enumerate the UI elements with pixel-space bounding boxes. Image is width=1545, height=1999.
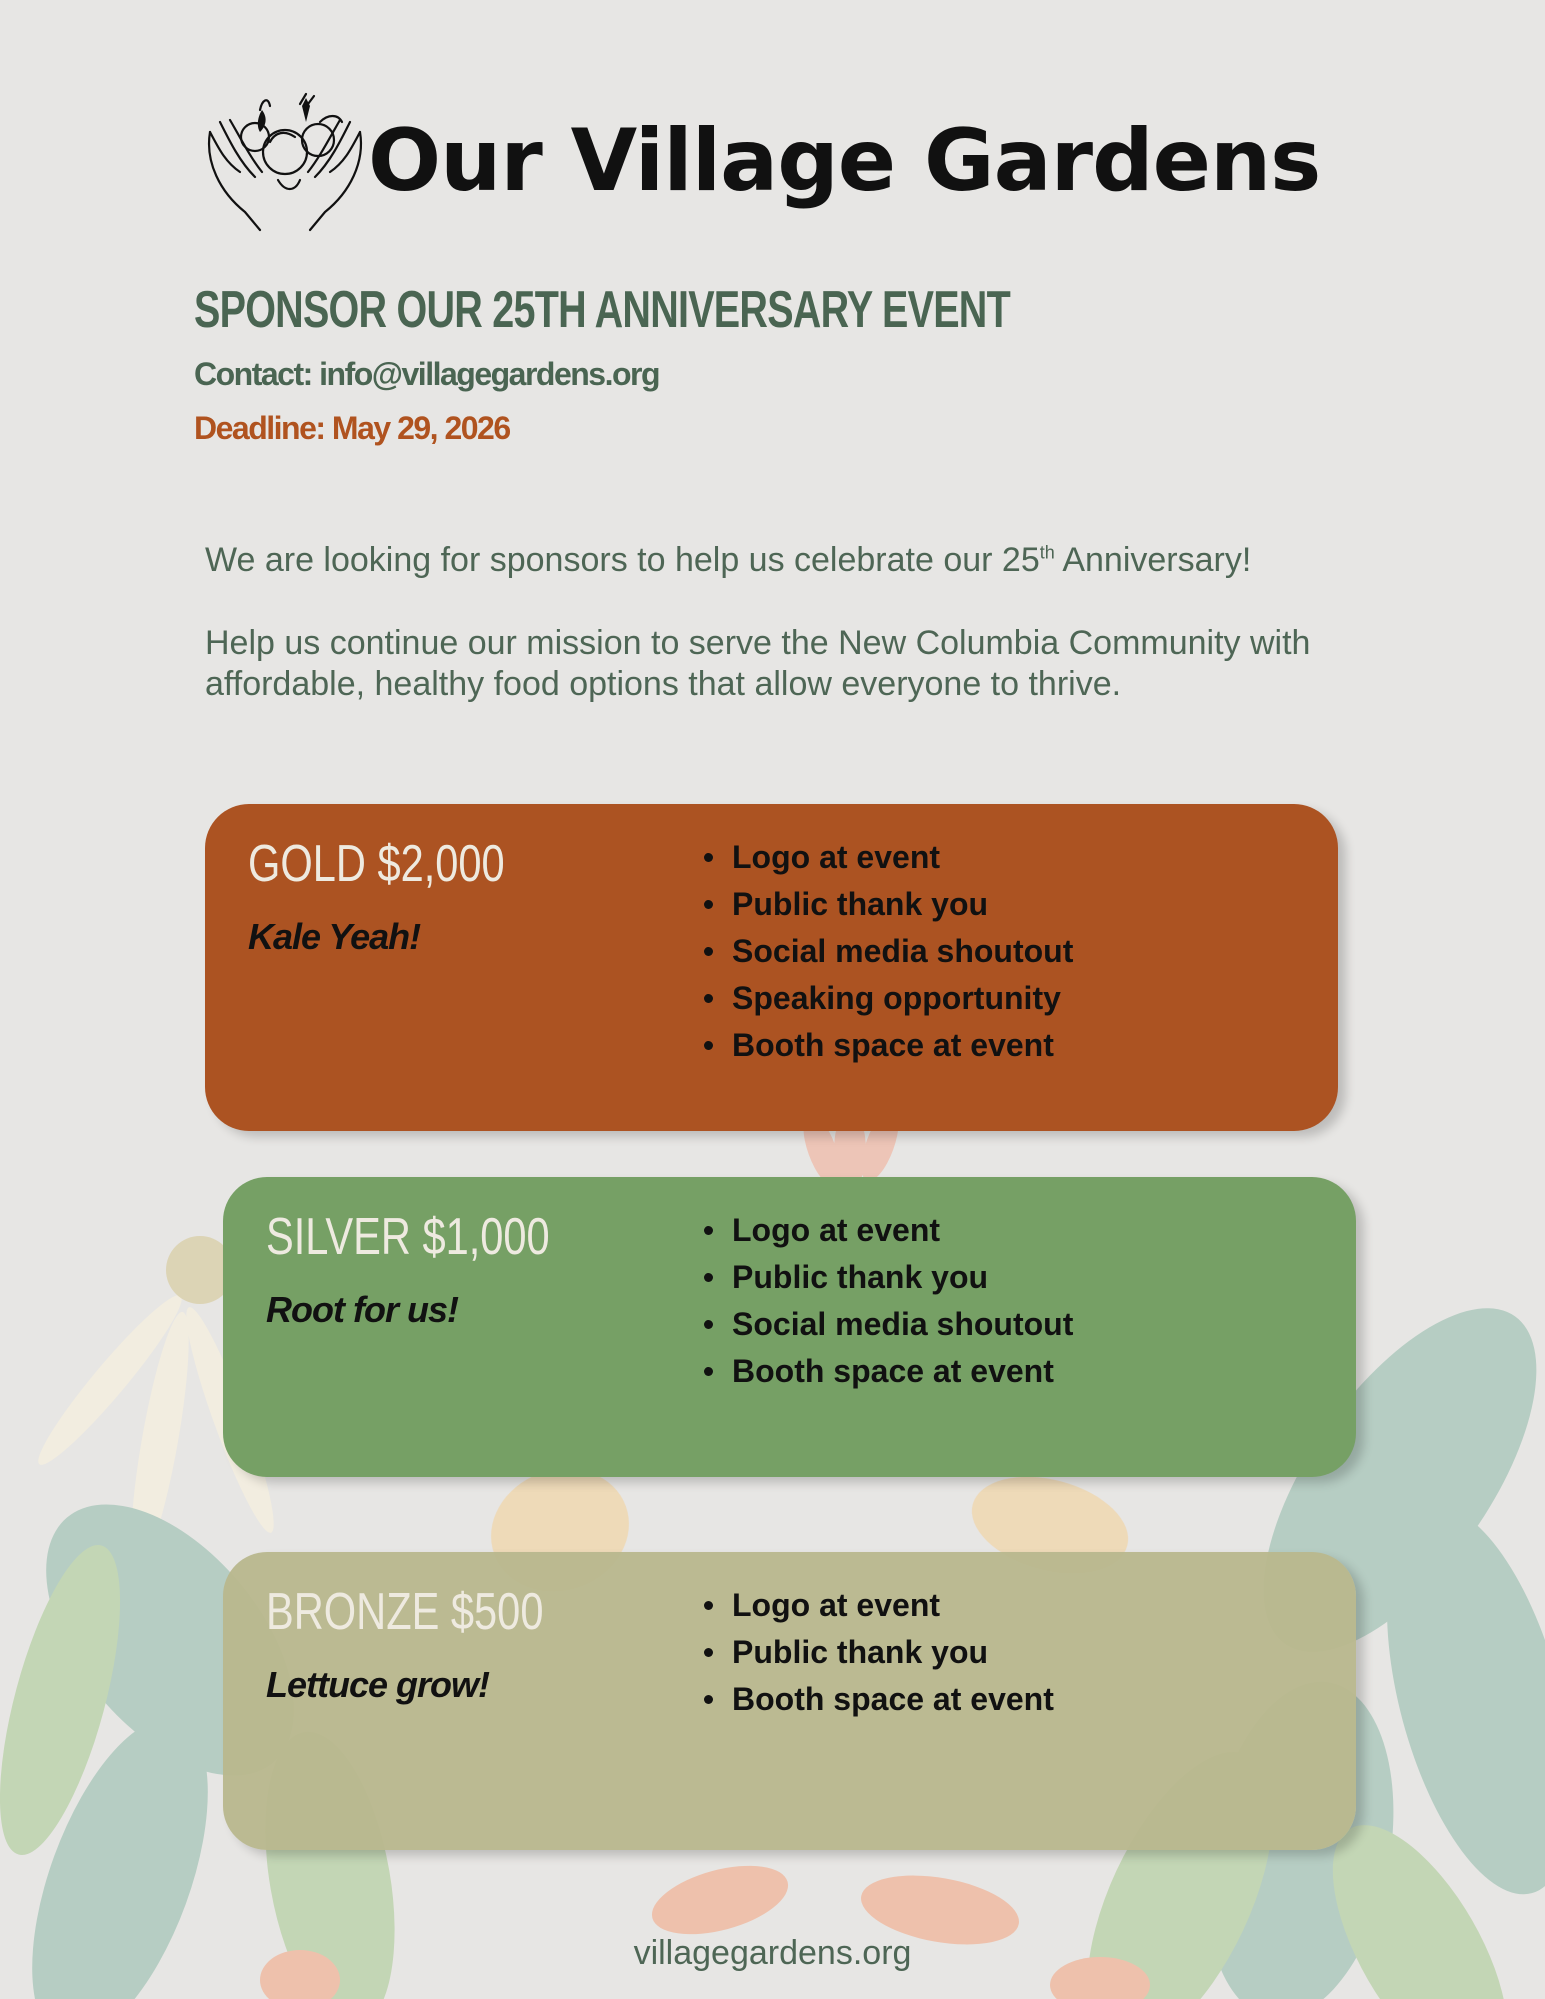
tier-card-gold: [205, 804, 1338, 1131]
benefits-list: [700, 1582, 1054, 1723]
deadline-date: Deadline: May 29, 2026: [194, 410, 510, 446]
intro-text: [205, 540, 1385, 747]
hands-with-vegetables-logo-icon: [200, 92, 370, 234]
benefit-item: Public thank you: [700, 881, 1073, 928]
benefit-item: Booth space at event: [700, 1022, 1073, 1069]
benefits-list: [700, 834, 1073, 1069]
intro-mission: Help us continue our mission to serve the New Columbia Community with affordable, healthy food options that allow everyone to thrive.: [205, 624, 1311, 703]
brand-title: Our Village Gardens: [368, 111, 1321, 211]
tier-name: BRONZE $500: [266, 1583, 544, 1641]
benefit-item: Logo at event: [700, 834, 1073, 881]
benefit-item: Social media shoutout: [700, 1301, 1073, 1348]
benefit-item: Booth space at event: [700, 1676, 1054, 1723]
tier-slogan: Root for us!: [266, 1289, 458, 1330]
footer-website-link[interactable]: villagegardens.org: [633, 1934, 912, 1972]
benefit-item: Logo at event: [700, 1207, 1073, 1254]
tier-name: SILVER $1,000: [266, 1208, 550, 1266]
benefit-item: Speaking opportunity: [700, 975, 1073, 1022]
tier-name: GOLD $2,000: [248, 835, 505, 893]
benefits-list: [700, 1207, 1073, 1395]
page-headline: SPONSOR OUR 25TH ANNIVERSARY EVENT: [194, 281, 1010, 339]
benefit-item: Public thank you: [700, 1629, 1054, 1676]
tier-card-silver: [223, 1177, 1356, 1477]
intro-line-1: We are looking for sponsors to help us celebrate our 25th Anniversary!: [205, 541, 1252, 579]
benefit-item: Booth space at event: [700, 1348, 1073, 1395]
benefit-item: Social media shoutout: [700, 928, 1073, 975]
tier-slogan: Kale Yeah!: [248, 916, 421, 957]
contact-email[interactable]: Contact: info@villagegardens.org: [194, 356, 660, 392]
benefit-item: Logo at event: [700, 1582, 1054, 1629]
tier-card-bronze: [223, 1552, 1356, 1850]
tier-slogan: Lettuce grow!: [266, 1664, 490, 1705]
benefit-item: Public thank you: [700, 1254, 1073, 1301]
